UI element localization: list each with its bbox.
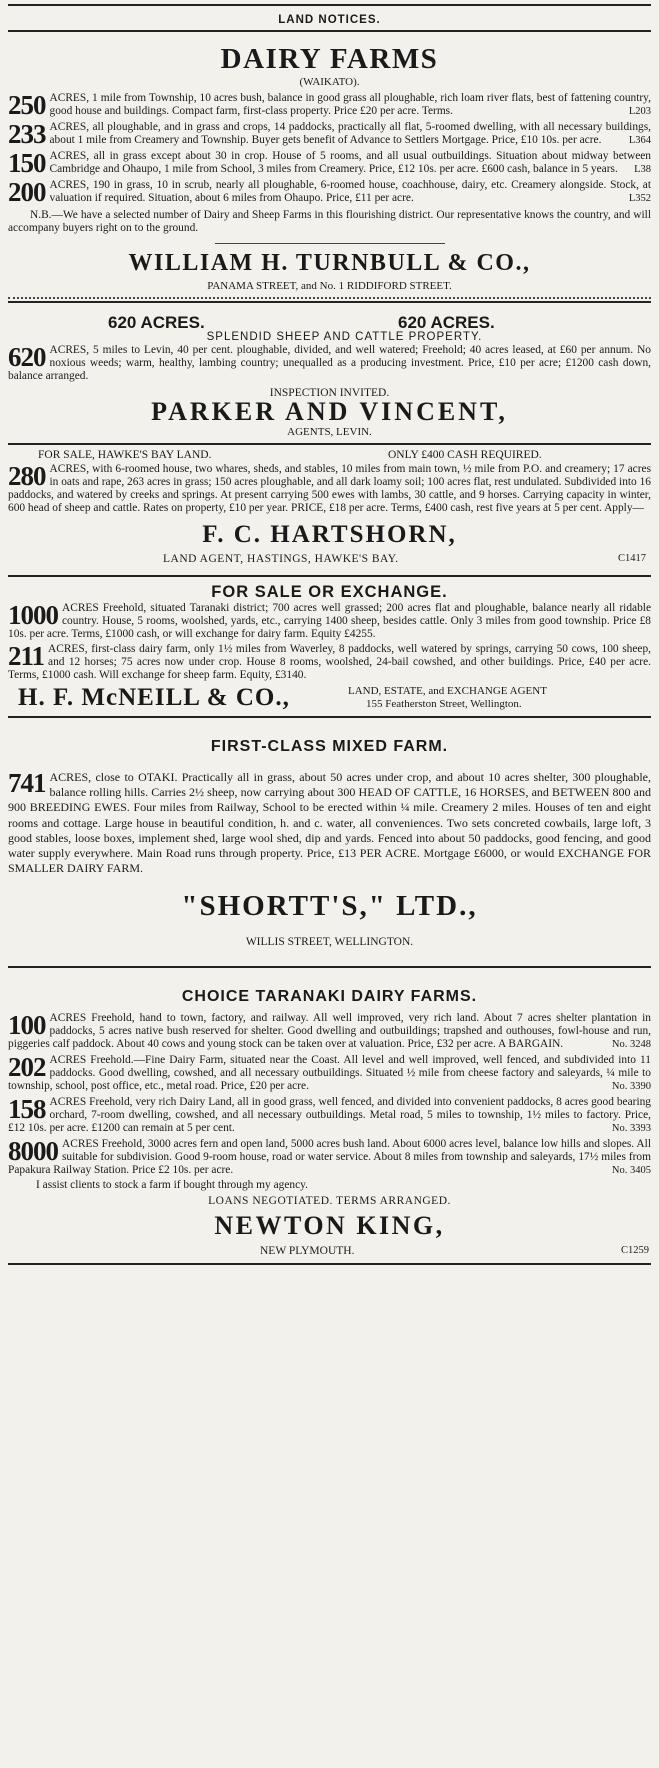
agent-address: WILLIS STREET, WELLINGTON. — [245, 936, 414, 949]
assist-note: I assist clients to stock a farm if bought through my agency. — [36, 1179, 308, 1192]
acreage-number: 211 — [8, 641, 45, 671]
taranaki-dairy-farms-ad — [8, 988, 651, 1261]
acreage-number: 741 — [8, 768, 46, 798]
subheading: SPLENDID SHEEP AND CATTLE PROPERTY. — [206, 331, 483, 343]
agent-name: H. F. McNEILL & CO., — [18, 684, 290, 711]
listing-text: ACRES, close to OTAKI. Practically all in grass, about 50 acres under crop, and about 10 acres shelter, 300 ploughable, balance rolling hills. Carries 2½ sheep, now carrying about 300 HEAD OF CATTLE, 16 HORSES, and BETWEEN 800 and 900 BREEDING EWES. Four miles from Railway, School to be erected within ¼ mile. Creamery 2 miles. Houses of ten and eight rooms and cottage. Large house in beautiful condition, h. and c. water, all conveniences. Two sets concreted cowbails, large loft, 3 good stables, loose boxes, implement shed, large wool shed, dip and yards. Fenced into about 50 paddocks, good fencing, and good water supply everywhere. Main Road runs through property. Price, £13 PER ACRE. Mortgage £6000, or would EXCHANGE FOR SMALLER DAIRY FARM. — [8, 770, 651, 876]
agent-address: LAND AGENT, HASTINGS, HAWKE'S BAY. — [163, 553, 399, 565]
heading-right: 620 ACRES. — [398, 313, 495, 332]
acreage-number: 250 — [8, 90, 46, 120]
acreage-number: 8000 — [8, 1136, 58, 1167]
note-paragraph: N.B.—We have a selected number of Dairy and Sheep Farms in this flourishing district. Our representative knows the country, and will accompany buyers right on to the ground. — [8, 209, 651, 234]
listing-text: ACRES, with 6-roomed house, two whares, sheds, and stables, 10 miles from main town, ½ mile from P.O. and creamery; 17 acres in oats and rape, 263 acres in grass; 150 acres ploughable, and all dark loamy soil; 100 acres flat, rest undulated. Subdivided into 16 paddocks, and watered by creeks and springs. At present carrying 500 ewes with lambs, 30 cattle, and 9 horses. Carrying capacity in winter, 600 head of sheep and cattle. Rates on property, £10 per year. PRICE, £18 per acre. Terms, £400 cash, rest five years at 5 per cent. Apply— — [8, 463, 651, 514]
listing-item — [8, 643, 651, 682]
acreage-number: 200 — [8, 177, 46, 207]
listing-text: ACRES, first-class dairy farm, only 1½ miles from Waverley, 8 paddocks, well watered by springs, carrying 50 cows, 100 sheep, and 12 horses; 75 acres now under crop. House 8 rooms, woolshed, 24-bail cowshed, and other buildings. Price, £40 per acre. Terms, £1000 cash. Will exchange for sheep farm. Equity, £3140. — [8, 643, 651, 681]
ad-title: CHOICE TARANAKI DAIRY FARMS. — [181, 988, 478, 1006]
listing-item — [8, 179, 651, 205]
hawkes-bay-ad — [8, 449, 651, 569]
listing-text: ACRES Freehold, very rich Dairy Land, all in good grass, well fenced, and divided into convenient paddocks, 8 acres good bearing orchard, 7-room dwelling, cowshed, and all necessary outbuildings. Metal road, 5 miles to township, 1½ miles to factory. Price, £12 10s. per acre. £1200 can remain at 5 per cent. — [8, 1096, 651, 1135]
agent-address: NEW PLYMOUTH. — [260, 1245, 355, 1258]
listing-text: ACRES, 1 mile from Township, 10 acres bush, balance in good grass all ploughable, rich loam river flats, best of fattening country, good house and buildings. Compact farm, first-class property. Price £20 per acre. Terms. — [49, 92, 651, 117]
levin-sheep-property-ad — [8, 313, 651, 438]
listing-text: ACRES, all ploughable, and in grass and crops, 14 paddocks, practically all flat, 5-roomed dwelling, with all necessary buildings, about 1 mile from Creamery and Township. Buyer gets benefit of Advance to Settlers Mortgage. Price, £10 10s. per acre. — [49, 121, 651, 146]
agent-address: AGENTS, LEVIN. — [287, 426, 372, 438]
listing-text: ACRES Freehold, situated Taranaki district; 700 acres well grassed; 200 acres flat and ploughable, balance nearly all ridable country. House, 5 rooms, woolshed, yards, etc., carrying 1400 sheep, besides cattle. Only 3 miles from good township. Price £8 10s. per acre. Terms, £1000 cash, or will exchange for dairy farm. Equity £4255. — [8, 602, 651, 640]
section-divider — [8, 716, 651, 718]
acreage-number: 158 — [8, 1094, 46, 1125]
page-title: LAND NOTICES. — [278, 14, 381, 26]
newspaper-page — [8, 4, 651, 1265]
agent-name: "SHORTT'S," LTD., — [181, 890, 478, 923]
ad-subtitle: (WAIKATO). — [299, 76, 360, 88]
ad-title: FIRST-CLASS MIXED FARM. — [210, 738, 449, 755]
sale-or-exchange-ad — [8, 583, 651, 714]
listing-item — [8, 1138, 651, 1177]
inspection-note: INSPECTION INVITED. — [269, 387, 390, 399]
agent-name: NEWTON KING, — [214, 1211, 445, 1241]
acreage-number: 202 — [8, 1052, 46, 1083]
ad-title: FOR SALE OR EXCHANGE. — [211, 583, 448, 601]
section-divider — [8, 297, 651, 299]
listing-item — [8, 602, 651, 641]
listing-ref: L38 — [634, 164, 651, 175]
ad-title: DAIRY FARMS — [220, 43, 439, 75]
bottom-rule — [8, 1263, 651, 1265]
listing-ref: L352 — [628, 193, 651, 204]
loans-note: LOANS NEGOTIATED. TERMS ARRANGED. — [208, 1195, 451, 1208]
agent-name: F. C. HARTSHORN, — [202, 521, 457, 548]
section-divider — [8, 966, 651, 968]
listing-ref: No. 3405 — [611, 1165, 651, 1177]
acreage-number: 233 — [8, 119, 46, 149]
acreage-number: 100 — [8, 1010, 46, 1041]
listing-text: ACRES Freehold.—Fine Dairy Farm, situated near the Coast. All level and well improved, well fenced, and subdivided into 11 paddocks. Good dwelling, cowshed, and all necessary outbuildings. Situated ½ mile from cheese factory and saleyards, ¼ mile to township, school, post office, etc., metal road. Price, £20 per acre. — [8, 1054, 651, 1093]
header-rule — [8, 30, 651, 32]
section-divider — [8, 575, 651, 577]
agent-name: WILLIAM H. TURNBULL & CO., — [128, 250, 531, 276]
listing-item — [8, 121, 651, 147]
listing-text: ACRES Freehold, hand to town, factory, and railway. All well improved, very rich land. About 7 acres shelter plantation in paddocks, 5 acres native bush reserved for shelter. Good dwelling and outbuildings; trapshed and outhouses, fowl-house and run, piggeries calf paddock. About 40 cows and young stock can be taken over at valuation. Price, £32 per acre. A BARGAIN. — [8, 1012, 651, 1051]
acreage-number: 1000 — [8, 600, 58, 630]
top-rule — [8, 4, 651, 6]
section-divider — [8, 301, 651, 303]
listing-text: ACRES, 190 in grass, 10 in scrub, nearly all ploughable, 6-roomed house, coachhouse, dairy, etc. Creamery alongside. Stock, at valuation if required. Situation, about 6 miles from Ohaupo. Price, £11 per acre. — [49, 179, 651, 204]
listing-ref: C1259 — [620, 1245, 649, 1257]
agent-title: LAND, ESTATE, and EXCHANGE AGENT — [348, 685, 547, 697]
short-rule — [215, 243, 445, 244]
agent-address: 155 Featherston Street, Wellington. — [366, 698, 522, 710]
listing-ref: No. 3390 — [611, 1081, 651, 1093]
acreage-number: 620 — [8, 342, 46, 372]
listing-item — [8, 92, 651, 118]
listing-ref: L364 — [628, 135, 651, 146]
dairy-farms-waikato-ad — [8, 44, 651, 292]
listing-text: ACRES, 5 miles to Levin, 40 per cent. ploughable, divided, and well watered; Freehold; 40 acres leased, at £60 per annum. No noxious weeds; warm, healthy, lambing country; unequalled as a producing investment. Price, £10 per acre; £1200 cash down, balance arranged. — [8, 344, 651, 382]
listing-ref: No. 3248 — [611, 1039, 651, 1051]
listing-ref: No. 3393 — [611, 1123, 651, 1135]
listing-item — [8, 1054, 651, 1093]
listing-item — [8, 463, 651, 515]
listing-ref: C1417 — [617, 553, 646, 564]
listing-item — [8, 1012, 651, 1051]
agent-name: PARKER AND VINCENT, — [151, 397, 508, 426]
agent-address: PANAMA STREET, and No. 1 RIDDIFORD STREET. — [207, 280, 452, 292]
listing-item — [8, 770, 651, 876]
mixed-farm-ad — [8, 738, 651, 948]
acreage-number: 280 — [8, 461, 46, 491]
section-divider — [8, 443, 651, 445]
heading-right: ONLY £400 CASH REQUIRED. — [388, 449, 542, 461]
heading-left: 620 ACRES. — [108, 313, 205, 332]
listing-item — [8, 150, 651, 176]
listing-item — [8, 1096, 651, 1135]
listing-text: ACRES Freehold, 3000 acres fern and open land, 5000 acres bush land. About 6000 acres level, balance low hills and slopes. All suitable for subdivision. Good 9-room house, road or water service. About 8 miles from township and saleyards, 17½ miles from Papakura Railway Station. Price £2 10s. per acre. — [8, 1138, 651, 1177]
acreage-number: 150 — [8, 148, 46, 178]
listing-item — [8, 344, 651, 383]
listing-text: ACRES, all in grass except about 30 in crop. House of 5 rooms, and all usual outbuildings. Situation about midway between Cambridge and Ohaupo, 1 mile from School, 3 miles from Creamery. Price, £12 10s. per acre. £600 cash, balance in 5 years. — [49, 150, 651, 175]
heading-left: FOR SALE, HAWKE'S BAY LAND. — [38, 449, 212, 461]
listing-ref: L203 — [628, 106, 651, 117]
